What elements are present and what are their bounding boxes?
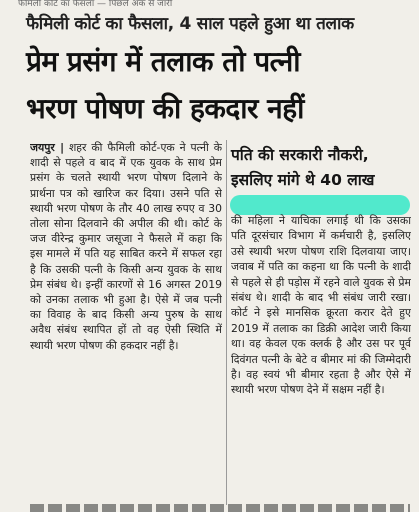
main-headline-line-1: प्रेम प्रसंग में तलाक तो पत्नी [26,45,300,78]
previous-story-strip: फैमिली कोर्ट का फैसला — पिछले अंक से जारी [18,0,173,8]
highlighter-mark [230,195,410,215]
main-headline-line-2: भरण पोषण की हकदार नहीं [26,92,304,125]
left-article-body: शहर की फैमिली कोर्ट-एक ने पत्नी के शादी से पहले व बाद में एक युवक के साथ प्रेम प्रसंग के चलते स्थायी भरण पोषण दिलाने के प्रार्थना पत्र को खारिज कर दिया। उसने पति से स्थायी भरण पोषण के तौर 40 लाख रुपए व 30 तोला सोना दिलवाने की अपील की थी। कोर्ट के जज वीरेन्द्र कुमार जसूजा ने फैसले में कहा कि इस मामले में पति यह साबित करने में सफल रहा है कि उसकी पत्नी के किसी अन्य युवक के साथ प्रेम संबंध थे। इन्हीं कारणों से 16 अगस्त 2019 को उनका तलाक भी हुआ है। ऐसे में जब पत्नी का विवाह के बाद किसी अन्य पुरुष के साथ अवैध संबंध स्थापित हों तो वह ऐसी स्थिति में स्थायी भरण पोषण की हकदार नहीं है। [30,141,222,352]
subheading-line-2: इसलिए मांगे थे 40 लाख [231,171,375,189]
subheading-line-1: पति की सरकारी नौकरी, [231,146,369,164]
left-article-column [30,140,222,505]
dateline: जयपुर | [30,141,65,154]
right-article-column: की महिला ने याचिका लगाई थी कि उसका पति दूरसंचार विभाग में कर्मचारी है, इसलिए उसे स्थायी भरण पोषण राशि दिलवाया जाए। जवाब में पति का कहना था कि पत्नी के शादी से पहले से ही पड़ोस में रहने वाले युवक से प्रेम संबंध थे। शादी के बाद भी संबंध जारी रखा। कोर्ट ने इसे मानसिक क्रूरता करार देते हुए 2019 में तलाक का डिक्री आदेश जारी किया था। वह केवल एक क्लर्क है और उस पर पूर्व दिवंगत पत्नी के बेटे व बीमार मां की जिम्मेदारी है। वह स्वयं भी बीमार रहता है और ऐसे में स्थायी भरण पोषण देने में सक्षम नहीं है। [231,214,411,397]
column-divider [226,140,227,505]
next-article-edge [30,504,410,512]
kicker-headline: फैमिली कोर्ट का फैसला, 4 साल पहले हुआ था तलाक [26,14,354,34]
